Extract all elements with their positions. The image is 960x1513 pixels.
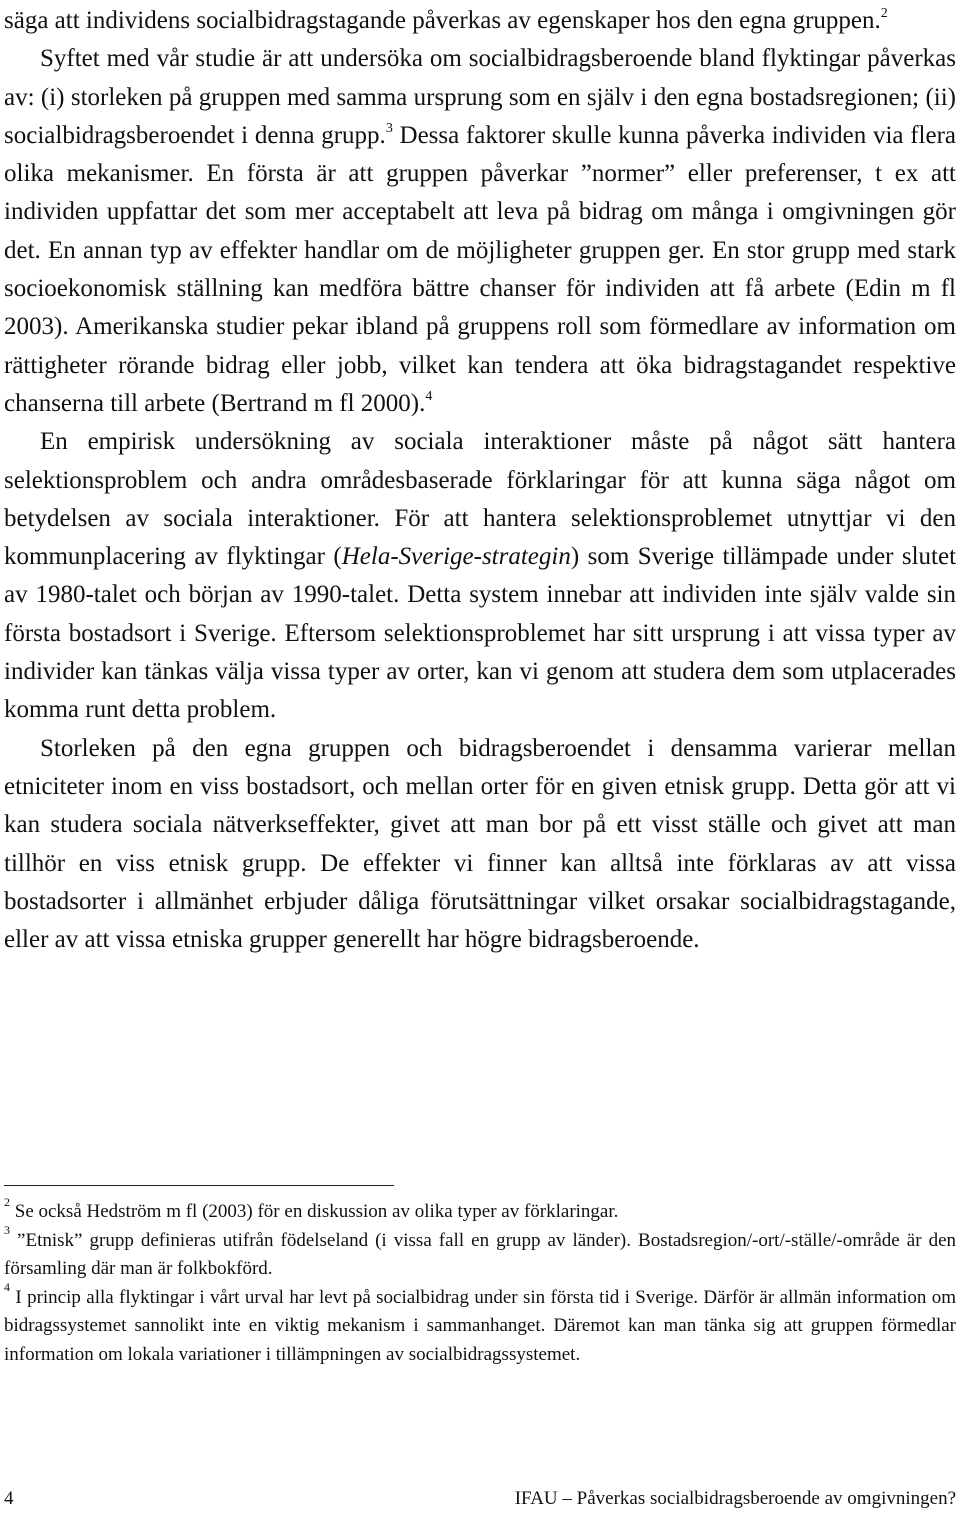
footnote-text: ”Etnisk” grupp definieras utifrån födelseland (i vissa fall en grupp av länder). Bostadsregion/-ort/-ställe/-område är den församling där man är folkbokförd. <box>4 1229 957 1280</box>
paragraph-continued <box>4 2 956 40</box>
paragraph-text: Syftet med vår studie är att undersöka om socialbidragsberoende bland flyktingar påverkas av: (i) storleken på gruppen med samma ursprung som en själv i den egna bostadsregionen; (ii) socialbidragsberoendet i denna grupp. <box>4 45 956 149</box>
paragraph-text: En empirisk undersökning av sociala interaktioner måste på något sätt hantera selektionsproblem och andra områdesbaserade förklaringar för att kunna säga något om betydelsen av sociala interaktioner. För att hantera selektionsproblemet utnyttjar vi den kommunplacering av flyktingar ( <box>4 428 956 571</box>
paragraph-text: ) som Sverige tillämpade under slutet av 1980-talet och början av 1990-talet. Detta system innebar att individen inte själv valde sin första bostadsort i Sverige. Eftersom selektionsproblemet har sitt ursprung i att vissa typer av individer kan tänkas välja vissa typer av orter, kan vi genom att studera dem som utplacerades komma runt detta problem. <box>4 543 957 724</box>
body-text <box>4 2 956 959</box>
italic-term: Hela-Sverige-strategin <box>341 543 571 571</box>
page-number: 4 <box>4 1488 14 1509</box>
footnote-2 <box>4 1194 956 1227</box>
paragraph-empirical <box>4 423 956 729</box>
footnote-4 <box>4 1280 956 1370</box>
footnote-text: I princip alla flyktingar i vårt urval har levt på socialbidrag under sin första tid i Sverige. Därför är allmän information om bidragssystemet sannolikt inte en viktig mekanism i sammanhanget. Däremot kan man tänka sig att gruppen förmedlar information om lokala variationer i tillämpningen av socialbidragssystemet. <box>4 1286 956 1365</box>
document-page <box>4 0 956 1513</box>
paragraph-text: Dessa faktorer skulle kunna påverka individen via flera olika mekanismer. En första är att gruppen påverkar ”normer” eller preferenser, t ex att individen uppfattar det som mer acceptabelt att leva på bidrag om många i omgivningen gör det. En annan typ av effekter handlar om de möjligheter gruppen ger. En stor grupp med stark socioekonomisk ställning kan medföra bättre chanser för individen att få arbete (Edin m fl 2003). Amerikanska studier pekar ibland på gruppens roll som förmedlare av information om rättigheter rörande bidrag eller jobb, vilket kan tendera att öka bidragstagandet respektive chanserna till arbete (Bertrand m fl 2000). <box>4 121 956 417</box>
paragraph-text: Storleken på den egna gruppen och bidragsberoendet i densamma varierar mellan etniciteter inom en viss bostadsort, och mellan orter för en given etnisk grupp. Detta gör att vi kan studera sociala nätverkseffekter, givet att man bor på ett visst ställe och givet att man tillhör en viss etnisk grupp. De effekter vi finner kan alltså inte förklaras av att vissa bostadsorter i allmänhet erbjuder dåliga förutsättningar vilket orsakar socialbidragstagande, eller av att vissa etniska grupper generellt har högre bidragsberoende. <box>4 734 956 954</box>
footnote-number: 3 <box>4 1223 10 1238</box>
paragraph-group-size <box>4 730 956 960</box>
footnote-ref-3: 3 <box>385 120 393 136</box>
running-title: IFAU – Påverkas socialbidragsberoende av omgivningen? <box>514 1488 956 1509</box>
footnote-text: Se också Hedström m fl (2003) för en diskussion av olika typer av förklaringar. <box>14 1201 619 1222</box>
footnote-number: 4 <box>4 1280 10 1295</box>
footnote-ref-4: 4 <box>425 388 433 404</box>
paragraph-study-aim <box>4 40 956 423</box>
footnote-ref-2: 2 <box>880 5 888 21</box>
footnote-separator <box>4 1185 394 1186</box>
footnote-number: 2 <box>4 1194 10 1209</box>
paragraph-text: säga att individens socialbidragstagande påverkas av egenskaper hos den egna gruppen. <box>4 7 881 34</box>
footnote-3 <box>4 1223 957 1284</box>
footnotes <box>4 1194 957 1370</box>
